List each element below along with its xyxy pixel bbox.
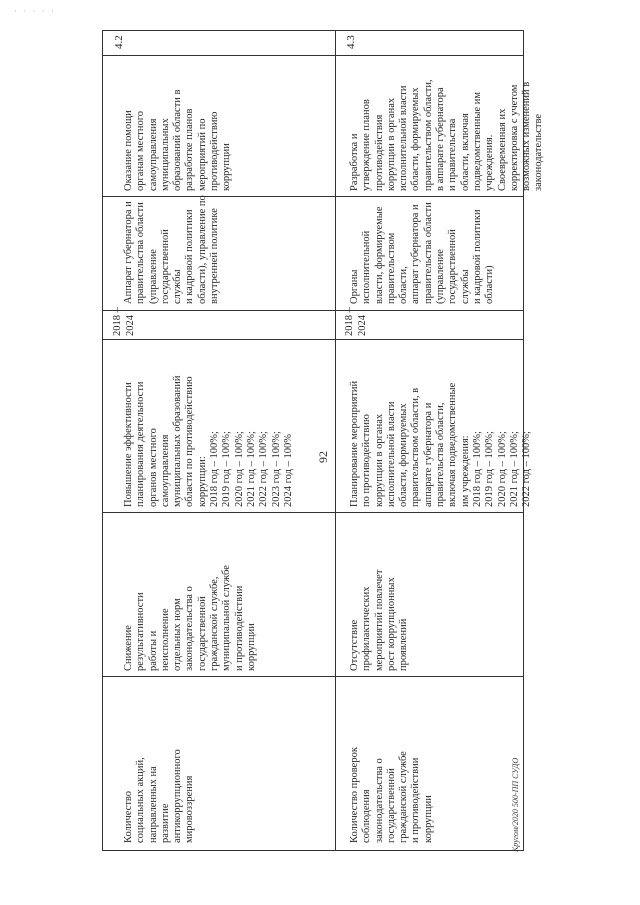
period-cell: 2018 – 2024 bbox=[344, 307, 368, 336]
relation-cell: Количество социальных акций, направленных на развитие антикоррупционного мировоззрения bbox=[123, 749, 196, 843]
row-number: 4.3 bbox=[345, 35, 357, 49]
table-row-divider bbox=[335, 31, 336, 850]
indicator-cell: Планирование мероприятий по противодействию коррупции в органах исполнительной власти области, формируемых правительством области, в аппарате губернатора и правительства области, включая подведомственные им учреждения: 2018 год – 100%; 2019 год – 100%; 2020 год – 100%; 2021 год – 100%; 2022 год – 100%; bbox=[349, 380, 533, 507]
consequence-cell: Снижение результативности работы и неисполнение отдельных норм законодательства о государственной гражданской службе, муниципальной службе и противодействии коррупции bbox=[123, 565, 257, 671]
task-cell: Оказание помощи органам местного самоуправления муниципальных образований области в разработке планов мероприятий по противодействию коррупции bbox=[123, 89, 233, 191]
table-rule bbox=[103, 310, 523, 311]
program-measures-table bbox=[102, 30, 545, 851]
document-footer-stamp: Кругом/2020 500-ПП СУДО bbox=[511, 757, 520, 852]
consequence-cell: Отсутствие профилактических мероприятий повлечет рост коррупционных проявлений bbox=[349, 569, 410, 671]
executor-cell: Органы исполнительной власти, формируемые правительством области, аппарат губернатора и правительства области (управление государственной службы и кадровой политики области) bbox=[349, 202, 496, 304]
relation-cell: Количество проверок соблюдения законодательства о государственной гражданской службе и противодействии коррупции bbox=[349, 747, 434, 843]
row-number: 4.2 bbox=[113, 35, 125, 49]
scan-corner-marks: · · · · · bbox=[14, 6, 56, 16]
period-cell: 2018 – 2024 bbox=[112, 307, 136, 336]
executor-cell: Аппарат губернатора и правительства области (управление государственной службы и кадровой политики области), управление по внутренней политике bbox=[123, 195, 221, 304]
indicator-cell: Повышение эффективности планирования деятельности органов местного самоуправления муниципальных образований области по противодействию коррупции: 2018 год – 100%; 2019 год – 100%; 2020 год – 100%; 2021 год – 100%; 2022 год – 100%; 2023 год – 100%; 2024 год – 100% bbox=[123, 375, 294, 507]
page-number: 92 bbox=[316, 451, 330, 463]
task-cell: Разработка и утверждение планов противодействия коррупции в органах исполнительной власти области, формируемых правительством области, в аппарате губернатора и правительства области, включая подведомственные им учреждения. Своевременная их корректировка с учетом возможных изменений в законодательстве bbox=[349, 79, 545, 191]
